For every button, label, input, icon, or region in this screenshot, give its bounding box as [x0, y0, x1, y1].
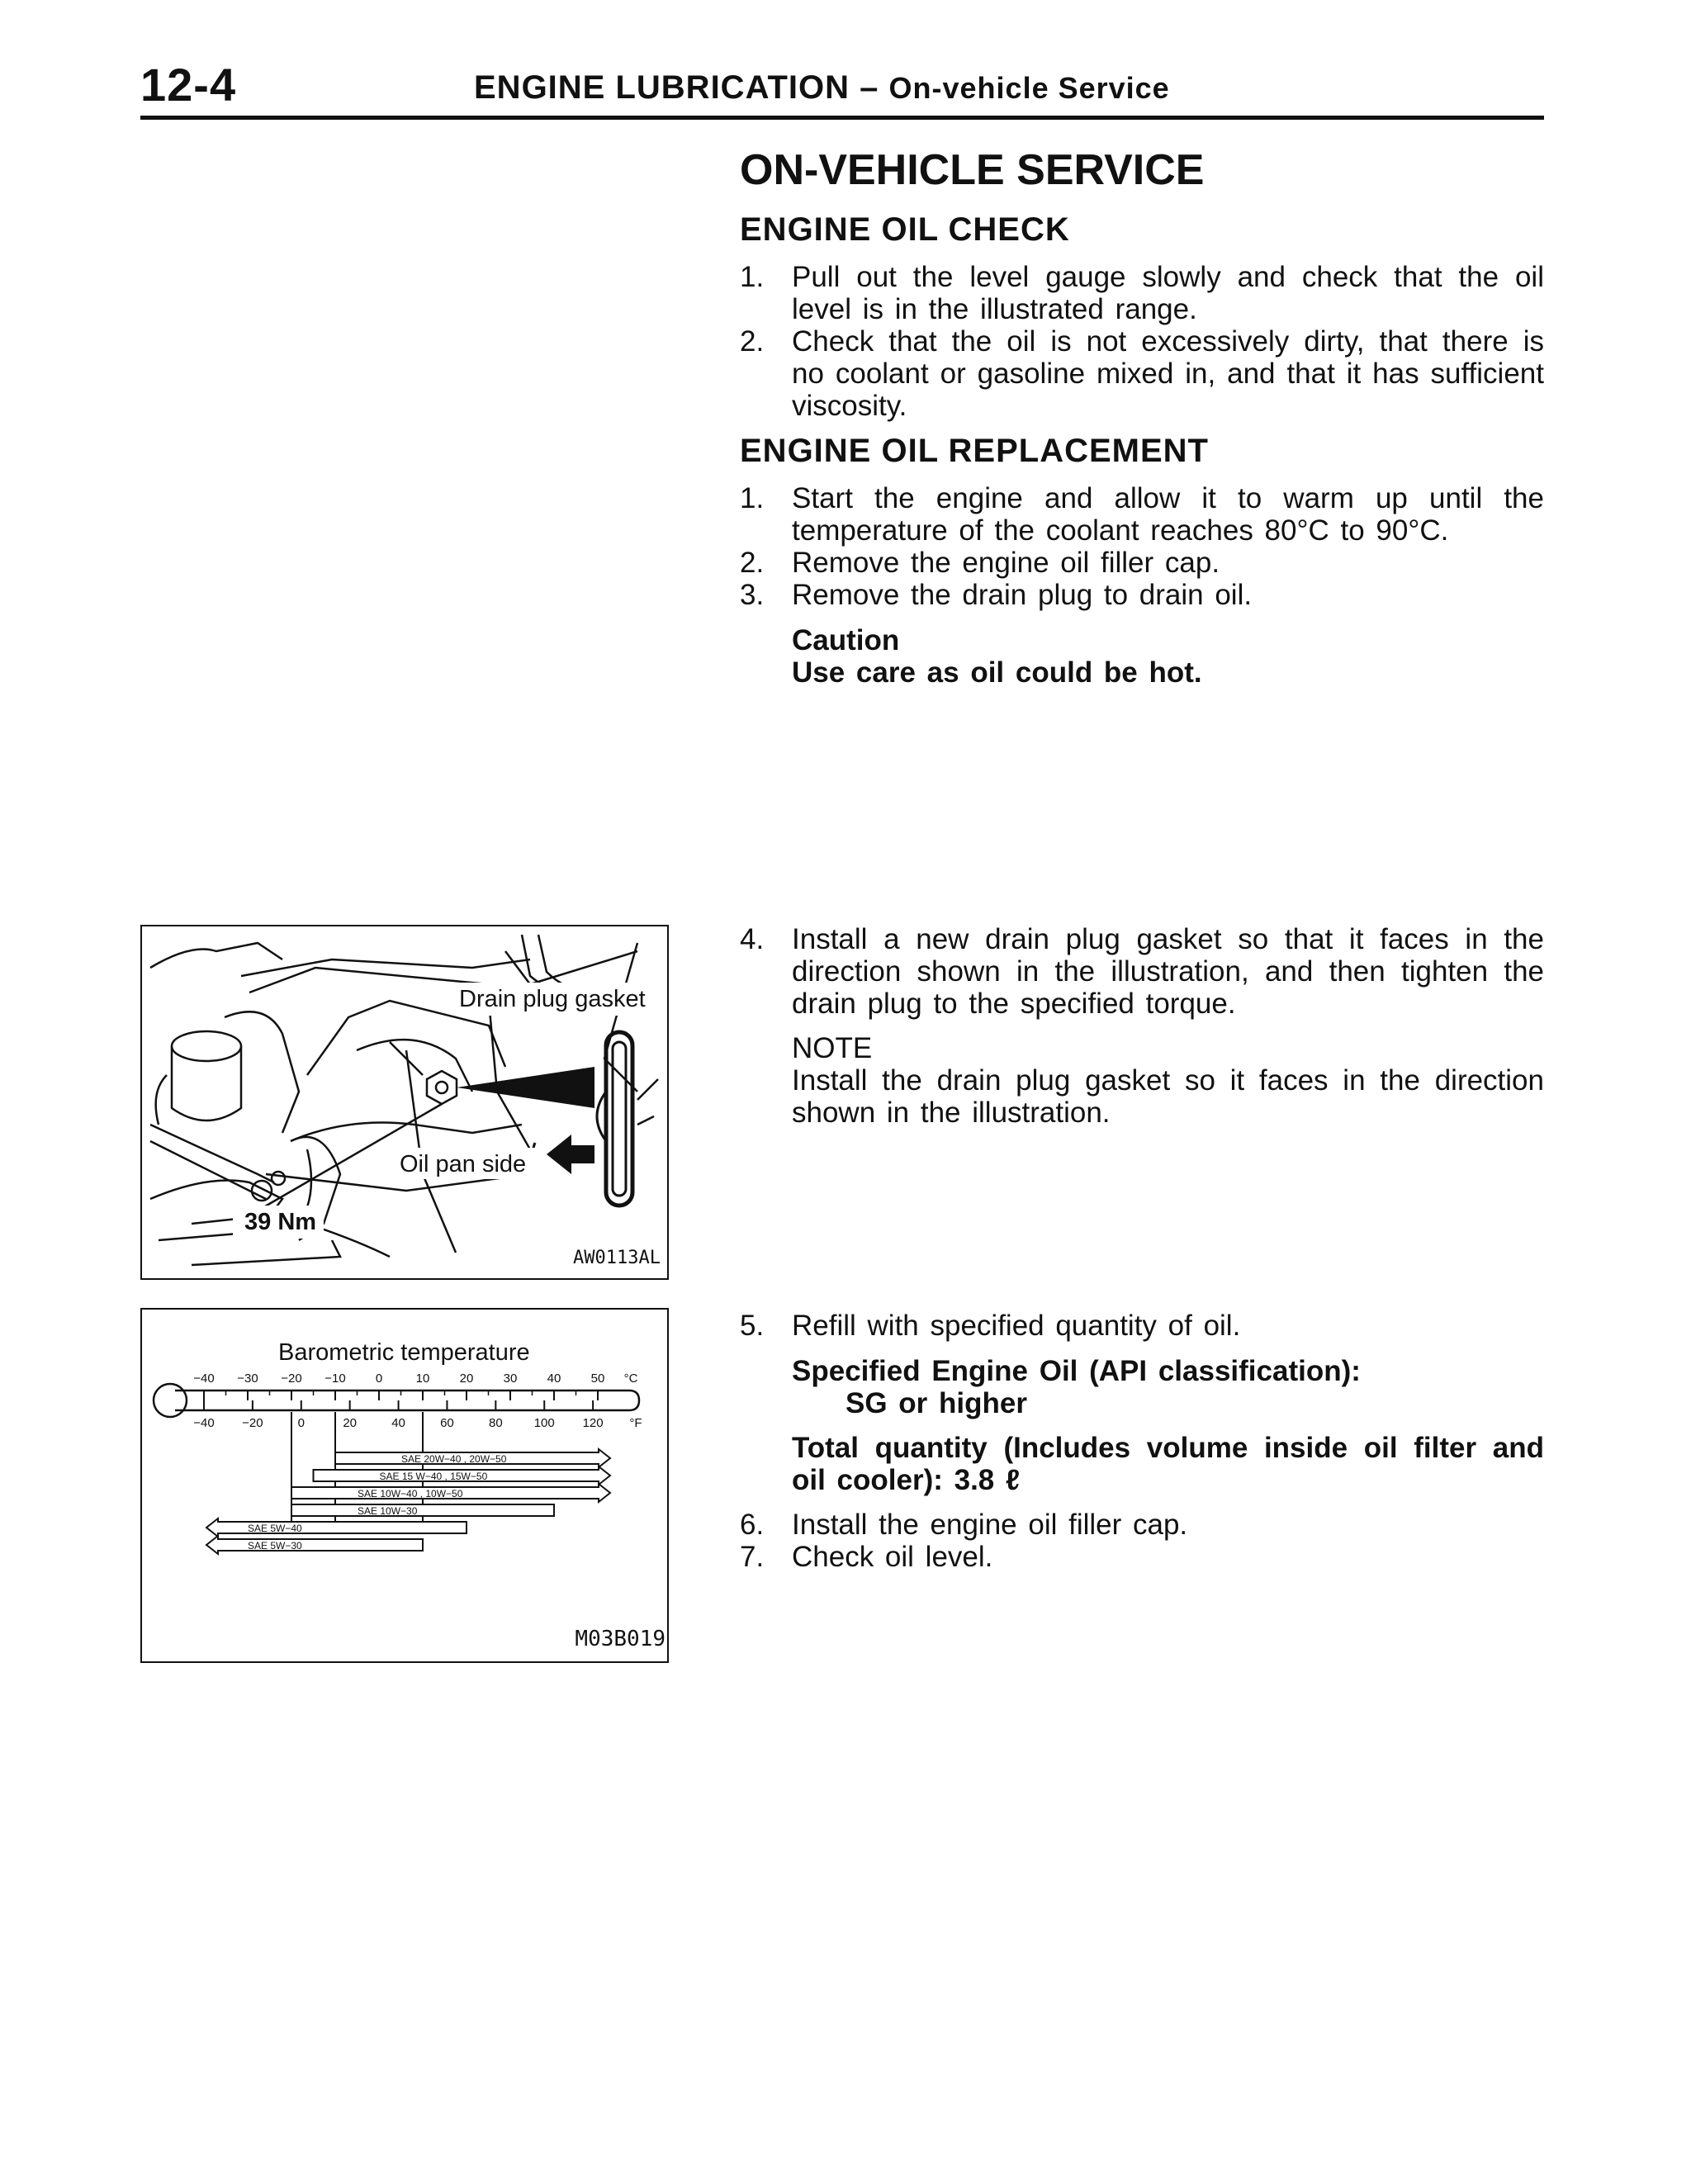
step-text: Check oil level.	[792, 1541, 993, 1573]
celsius-tick-label: −10	[324, 1372, 346, 1386]
figure-code: M03B019	[575, 1627, 666, 1651]
fahrenheit-tick-label: 0	[297, 1416, 305, 1430]
step-text: Install the engine oil filler cap.	[792, 1509, 1188, 1541]
specified-oil-label: Specified Engine Oil (API classification):	[792, 1355, 1361, 1387]
step-text: Install a new drain plug gasket so that it faces in the direction shown in the illustration, and then tighten the drain plug to the specified torque.	[792, 923, 1544, 1020]
chapter-subtitle: On-vehicle Service	[888, 71, 1170, 105]
viscosity-grade-label: SAE 5W−30	[248, 1540, 302, 1552]
oil-pan-side-label: Oil pan side	[400, 1151, 527, 1177]
step-number: 4.	[740, 923, 765, 955]
fahrenheit-tick-label: 20	[343, 1416, 358, 1430]
step-number: 7.	[740, 1541, 765, 1573]
step-number: 2.	[740, 547, 765, 579]
celsius-tick-label: −40	[193, 1372, 215, 1386]
fahrenheit-tick-label: 100	[533, 1416, 555, 1430]
fahrenheit-tick-label: 40	[391, 1416, 405, 1430]
viscosity-grade-label: SAE 10W−40 , 10W−50	[358, 1488, 463, 1499]
step-text: Pull out the level gauge slowly and check that the oil level is in the illustrated range.	[792, 261, 1544, 325]
section-title: ON-VEHICLE SERVICE	[740, 146, 1205, 194]
fahrenheit-tick-label: −40	[193, 1416, 215, 1430]
torque-label: 39 Nm	[244, 1209, 317, 1235]
barometric-temperature-title: Barometric temperature	[278, 1339, 530, 1366]
step-number: 5.	[740, 1310, 765, 1342]
celsius-tick-label: −20	[281, 1372, 302, 1386]
drain-plug-figure	[140, 925, 669, 1280]
step-number: 2.	[740, 325, 765, 358]
celsius-tick-label: 20	[459, 1372, 474, 1386]
fahrenheit-tick-label: 120	[582, 1416, 604, 1430]
step-number: 3.	[740, 579, 765, 611]
celsius-tick-label: °C	[623, 1372, 638, 1386]
fahrenheit-tick-label: −20	[242, 1416, 263, 1430]
step-text: Start the engine and allow it to warm up until the temperature of the coolant reaches 80°C to 90°C.	[792, 482, 1544, 547]
chapter-title	[474, 69, 1170, 107]
caution-text: Use care as oil could be hot.	[792, 656, 1202, 689]
step-number: 1.	[740, 482, 765, 514]
step-text: Remove the drain plug to drain oil.	[792, 579, 1253, 611]
step-text: Remove the engine oil filler cap.	[792, 547, 1220, 579]
specified-oil-value: SG or higher	[846, 1387, 1027, 1419]
viscosity-grade-label: SAE 10W−30	[358, 1505, 418, 1517]
note-label: NOTE	[792, 1032, 873, 1064]
viscosity-grade-label: SAE 15 W−40 , 15W−50	[379, 1471, 488, 1482]
oil-replacement-heading: ENGINE OIL REPLACEMENT	[740, 433, 1209, 469]
celsius-tick-label: 30	[503, 1372, 518, 1386]
viscosity-grade-label: SAE 5W−40	[248, 1523, 302, 1534]
fahrenheit-tick-label: 80	[488, 1416, 503, 1430]
celsius-tick-label: 0	[375, 1372, 383, 1386]
drain-plug-illustration	[142, 926, 667, 1278]
step-number: 1.	[740, 261, 765, 293]
chapter-title-dash: –	[860, 69, 879, 106]
step-number: 6.	[740, 1509, 765, 1541]
celsius-tick-label: 50	[590, 1372, 605, 1386]
viscosity-grade-bar	[206, 1518, 467, 1537]
chapter-title-main: ENGINE LUBRICATION	[474, 69, 850, 106]
page-number: 12-4	[140, 59, 237, 111]
celsius-tick-label: 10	[415, 1372, 430, 1386]
header-rule	[140, 116, 1544, 120]
drain-plug-gasket-label: Drain plug gasket	[459, 986, 646, 1012]
figure-code: AW0113AL	[573, 1248, 661, 1268]
step-text: Check that the oil is not excessively dirty, that there is no coolant or gasoline mixed in, and that it has sufficient viscosity.	[792, 325, 1544, 422]
note-text: Install the drain plug gasket so it faces in the direction shown in the illustration.	[792, 1064, 1544, 1129]
viscosity-grade-bar	[206, 1536, 423, 1554]
caution-label: Caution	[792, 624, 900, 656]
viscosity-grade-bar	[291, 1504, 554, 1516]
total-quantity: Total quantity (Includes volume inside oil filter and oil cooler): 3.8 ℓ	[792, 1432, 1544, 1496]
step-text: Refill with specified quantity of oil.	[792, 1310, 1241, 1342]
celsius-tick-label: −30	[237, 1372, 258, 1386]
fahrenheit-tick-label: 60	[440, 1416, 454, 1430]
oil-viscosity-figure	[140, 1308, 669, 1663]
viscosity-grade-label: SAE 20W−40 , 20W−50	[401, 1453, 507, 1465]
oil-check-heading: ENGINE OIL CHECK	[740, 211, 1070, 248]
celsius-tick-label: 40	[547, 1372, 561, 1386]
fahrenheit-tick-label: °F	[629, 1416, 642, 1430]
